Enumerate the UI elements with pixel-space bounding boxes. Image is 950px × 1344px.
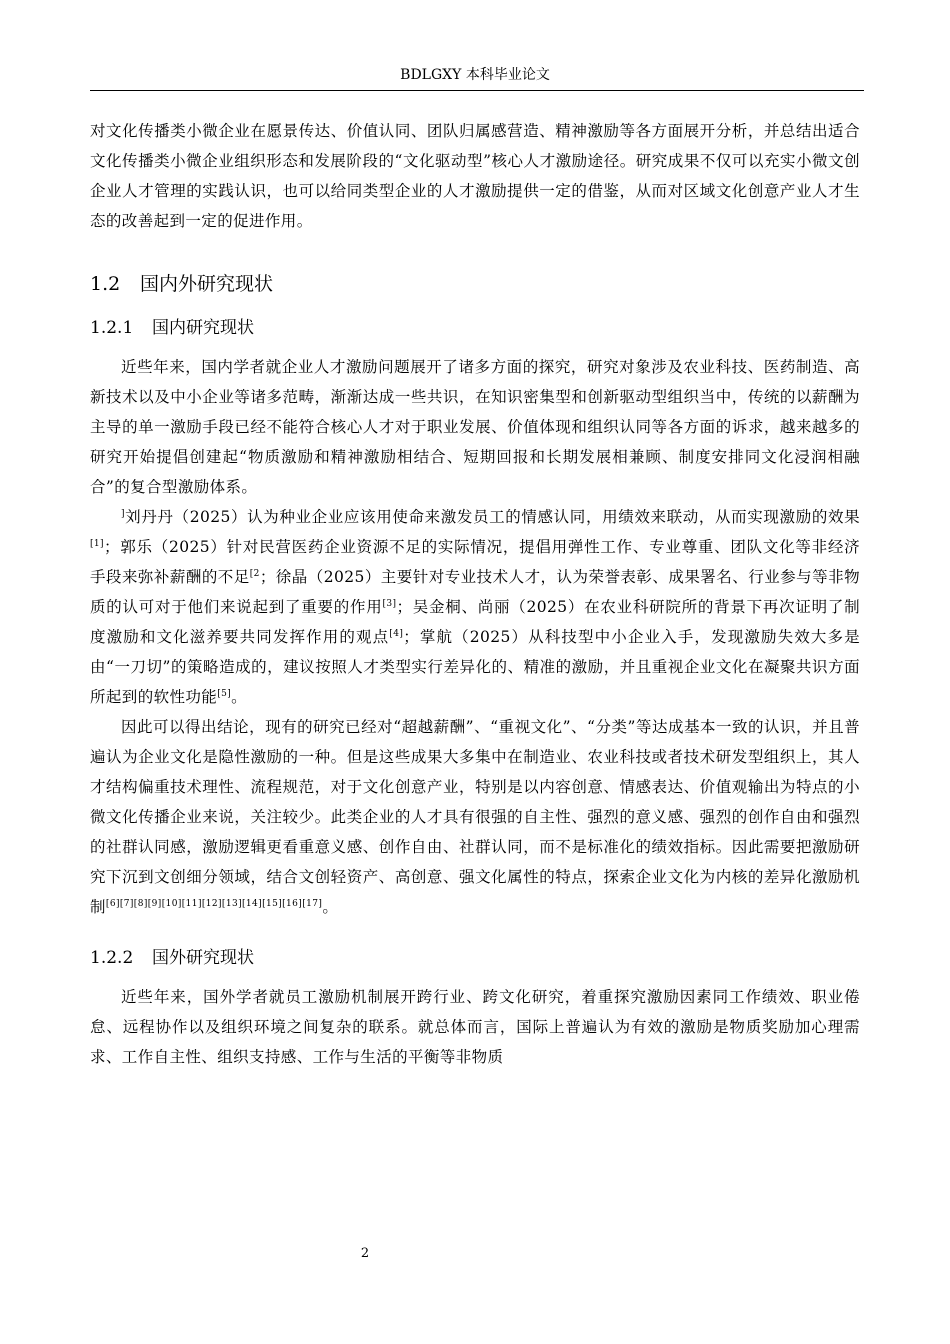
- section-title: 国外研究现状: [152, 948, 254, 968]
- section-number: 1.2.1: [90, 318, 134, 338]
- citation[interactable]: [4]: [389, 628, 404, 639]
- page-body: [90, 116, 860, 1072]
- paragraph: [90, 502, 860, 712]
- paragraph: 近些年来，国内学者就企业人才激励问题展开了诸多方面的探究，研究对象涉及农业科技、医药制造、高新技术以及中小企业等诸多范畴，渐渐达成一些共识，在知识密集型和创新驱动型组织当中，传统的以薪酬为主导的单一激励手段已经不能符合核心人才对于职业发展、价值体现和组织认同等各方面的诉求，越来越多的研究开始提倡创建起“物质激励和精神激励相结合、短期回报和长期发展相兼顾、制度安排同文化浸润相融合”的复合型激励体系。: [90, 358, 860, 496]
- section-title: 国内研究现状: [152, 318, 254, 338]
- section-number: 1.2: [90, 273, 121, 295]
- citation[interactable]: [3]: [382, 598, 397, 609]
- citation[interactable]: [6][7][8][9][10][11][12][13][14][15][16][17]: [105, 898, 323, 909]
- text-run: ；郭乐（2025）针对民营医药企业资源不足的实际情况，提倡用弹性工作、专业尊重、团队文化等非经济手段来弥补薪酬的不足: [90, 538, 860, 586]
- citation[interactable]: [5]: [217, 688, 232, 699]
- paragraph: 对文化传播类小微企业在愿景传达、价值认同、团队归属感营造、精神激励等各方面展开分析，并总结出适合文化传播类小微企业组织形态和发展阶段的“文化驱动型”核心人才激励途径。研究成果不仅可以充实小微文创企业人才管理的实践认识，也可以给同类型企业的人才激励提供一定的借鉴，从而对区域文化创意产业人才生态的改善起到一定的促进作用。: [90, 122, 860, 230]
- paragraph: 近些年来，国外学者就员工激励机制展开跨行业、跨文化研究，着重探究激励因素同工作绩效、职业倦怠、远程协作以及组织环境之间复杂的联系。就总体而言，国际上普遍认为有效的激励是物质奖励加心理需求、工作自主性、组织支持感、工作与生活的平衡等非物质: [90, 988, 860, 1066]
- citation[interactable]: [2: [249, 568, 260, 579]
- text-run: ；徐晶（2025）主要针对专业技术人才，认为荣誉表彰、成果署名、行业参与等非物质的认可对于他们来说起到了重要的作用: [90, 568, 860, 616]
- section-heading-1-2: [90, 266, 860, 302]
- stray-bracket: ]: [121, 508, 125, 519]
- text-run: 。: [322, 898, 339, 916]
- section-title: 国内外研究现状: [140, 273, 274, 295]
- text-run: ；掌航（2025）从科技型中小企业入手，发现激励失效大多是由“一刀切”的策略造成的，建议按照人才类型实行差异化的、精准的激励，并且重视企业文化在凝聚共识方面所起到的软性功能: [90, 628, 860, 706]
- header-rule: [90, 90, 864, 91]
- section-number: 1.2.2: [90, 948, 134, 968]
- text-run: ；吴金桐、尚丽（2025）在农业科研院所的背景下再次证明了制度激励和文化滋养要共同发挥作用的观点: [90, 598, 860, 646]
- text-run: 。: [231, 688, 248, 706]
- running-header: BDLGXY 本科毕业论文: [400, 67, 550, 83]
- text-run: 因此可以得出结论，现有的研究已经对“超越薪酬”、“重视文化”、“分类”等达成基本一致的认识，并且普遍认为企业文化是隐性激励的一种。但是这些成果大多集中在制造业、农业科技或者技术研发型组织上，其人才结构偏重技术理性、流程规范，对于文化创意产业，特别是以内容创意、情感表达、价值观输出为特点的小微文化传播企业来说，关注较少。此类企业的人才具有很强的自主性、强烈的意义感、强烈的创作自由和强烈的社群认同感，激励逻辑更看重意义感、创作自由、社群认同，而不是标准化的绩效指标。因此需要把激励研究下沉到文创细分领域，结合文创轻资产、高创意、强文化属性的特点，探索企业文化为内核的差异化激励机制: [90, 718, 860, 916]
- citation[interactable]: [1]: [90, 538, 104, 549]
- page-number: 2: [360, 1246, 370, 1261]
- section-heading-1-2-1: [90, 312, 860, 344]
- text-run: 刘丹丹（2025）认为种业企业应该用使命来激发员工的情感认同，用绩效来联动，从而实现激励的效果: [124, 508, 860, 526]
- paragraph: [90, 712, 860, 922]
- section-heading-1-2-2: [90, 942, 860, 974]
